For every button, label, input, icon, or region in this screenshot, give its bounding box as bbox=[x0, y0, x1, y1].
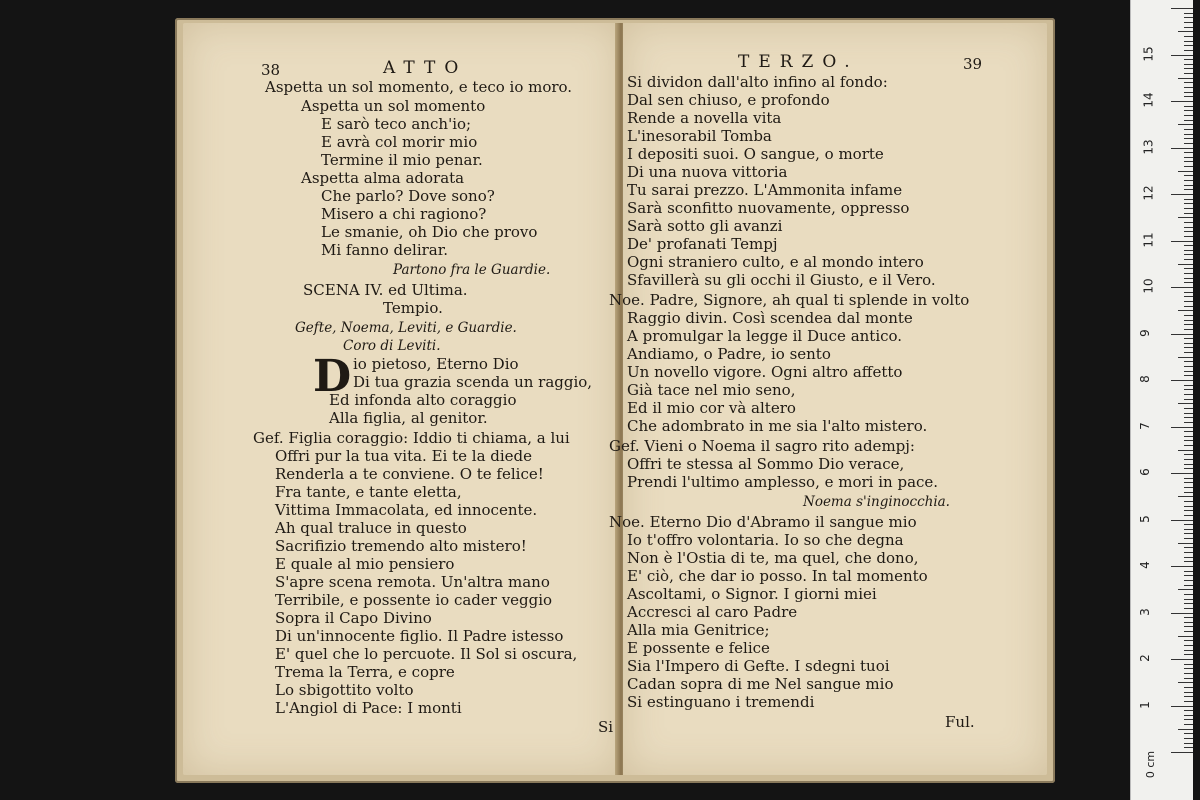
ruler-tick bbox=[1184, 231, 1193, 232]
ruler-tick bbox=[1184, 399, 1193, 400]
ruler-tick bbox=[1184, 245, 1193, 246]
ruler-tick bbox=[1184, 203, 1193, 204]
ruler-tick bbox=[1184, 743, 1193, 744]
ruler-tick bbox=[1184, 161, 1193, 162]
text-line: SCENA IV. ed Ultima. bbox=[303, 281, 468, 299]
ruler-tick bbox=[1184, 464, 1193, 465]
text-line: E' ciò, che dar io posso. In tal momento bbox=[627, 567, 928, 585]
ruler-tick bbox=[1184, 506, 1193, 507]
ruler-tick bbox=[1184, 366, 1193, 367]
text-line: A promulgar la legge il Duce antico. bbox=[627, 327, 903, 345]
ruler-tick bbox=[1184, 529, 1193, 530]
ruler-tick bbox=[1184, 338, 1193, 339]
running-head-right: TERZO. bbox=[738, 52, 859, 72]
text-line: Di un'innocente figlio. Il Padre istesso bbox=[275, 627, 564, 645]
ruler-tick bbox=[1184, 533, 1193, 534]
ruler-number: 7 bbox=[1137, 421, 1152, 430]
ruler-tick bbox=[1184, 678, 1193, 679]
ruler-tick bbox=[1184, 115, 1193, 116]
ruler-tick bbox=[1184, 375, 1193, 376]
text-line: Noe. Padre, Signore, ah qual ti splende in volto bbox=[609, 291, 970, 309]
ruler-tick bbox=[1184, 273, 1193, 274]
ruler-tick bbox=[1184, 87, 1193, 88]
ruler-tick bbox=[1184, 189, 1193, 190]
ruler-tick bbox=[1184, 68, 1193, 69]
text-line: Un novello vigore. Ogni altro affetto bbox=[627, 363, 903, 381]
ruler-tick bbox=[1184, 524, 1193, 525]
text-line: Dal sen chiuso, e profondo bbox=[627, 91, 830, 109]
ruler-tick bbox=[1184, 436, 1193, 437]
text-line: Si dividon dall'alto infino al fondo: bbox=[627, 73, 888, 91]
ruler-tick bbox=[1184, 538, 1193, 539]
ruler-tick bbox=[1184, 468, 1193, 469]
ruler-tick bbox=[1171, 148, 1193, 149]
text-line: Aspetta alma adorata bbox=[301, 169, 465, 187]
text-line: E avrà col morir mio bbox=[321, 133, 478, 151]
ruler-tick bbox=[1184, 431, 1193, 432]
ruler-tick bbox=[1184, 557, 1193, 558]
ruler-tick bbox=[1184, 96, 1193, 97]
text-line: Offri te stessa al Sommo Dio verace, bbox=[627, 455, 905, 473]
ruler-tick bbox=[1184, 515, 1193, 516]
text-line: I depositi suoi. O sangue, o morte bbox=[627, 145, 884, 163]
text-line: Lo sbigottito volto bbox=[275, 681, 414, 699]
ruler-tick bbox=[1184, 320, 1193, 321]
ruler-tick bbox=[1184, 292, 1193, 293]
ruler-tick bbox=[1184, 22, 1193, 23]
ruler-tick bbox=[1184, 324, 1193, 325]
ruler-tick bbox=[1184, 599, 1193, 600]
ruler-tick bbox=[1184, 715, 1193, 716]
text-line: Partono fra le Guardie. bbox=[393, 262, 551, 278]
catchword-left: Si bbox=[598, 718, 614, 736]
text-line: Renderla a te conviene. O te felice! bbox=[275, 465, 544, 483]
ruler-tick bbox=[1171, 287, 1193, 288]
text-line: Ed il mio cor và altero bbox=[627, 399, 796, 417]
ruler-tick bbox=[1184, 120, 1193, 121]
ruler-tick bbox=[1171, 241, 1193, 242]
ruler-tick bbox=[1178, 264, 1193, 265]
text-line: Mi fanno delirar. bbox=[321, 241, 449, 259]
text-line: Sopra il Capo Divino bbox=[275, 609, 432, 627]
text-line: Sacrifizio tremendo alto mistero! bbox=[275, 537, 527, 555]
ruler-tick bbox=[1184, 478, 1193, 479]
ruler-tick bbox=[1184, 282, 1193, 283]
ruler-number: 15 bbox=[1141, 45, 1156, 62]
text-line: Già tace nel mio seno, bbox=[627, 381, 796, 399]
text-line: Gef. Vieni o Noema il sagro rito adempj: bbox=[609, 437, 915, 455]
ruler-tick bbox=[1184, 166, 1193, 167]
text-line: Che adombrato in me sia l'alto mistero. bbox=[627, 417, 928, 435]
text-line: Tu sarai prezzo. L'Ammonita infame bbox=[627, 181, 903, 199]
ruler-tick bbox=[1184, 561, 1193, 562]
drop-cap: D bbox=[313, 351, 352, 402]
ruler-number: 8 bbox=[1137, 375, 1152, 383]
ruler-number: 2 bbox=[1137, 654, 1152, 662]
ruler-tick bbox=[1184, 73, 1193, 74]
text-line: Noema s'inginocchia. bbox=[803, 494, 950, 510]
ruler-tick bbox=[1178, 357, 1193, 358]
text-line: L'Angiol di Pace: I monti bbox=[275, 699, 462, 717]
ruler-tick bbox=[1184, 254, 1193, 255]
text-line: Vittima Immacolata, ed innocente. bbox=[275, 501, 538, 519]
ruler-tick bbox=[1171, 8, 1193, 9]
ruler-number: 12 bbox=[1141, 185, 1156, 201]
ruler-tick bbox=[1184, 347, 1193, 348]
text-line: Di una nuova vittoria bbox=[627, 163, 788, 181]
ruler-tick bbox=[1184, 482, 1193, 483]
ruler-tick bbox=[1184, 654, 1193, 655]
ruler-tick bbox=[1171, 706, 1193, 707]
text-line: E sarò teco anch'io; bbox=[321, 115, 472, 133]
ruler-number: 4 bbox=[1137, 561, 1152, 569]
ruler-tick bbox=[1184, 622, 1193, 623]
text-line: Gefte, Noema, Leviti, e Guardie. bbox=[295, 320, 517, 336]
ruler-tick bbox=[1171, 659, 1193, 660]
left-page bbox=[183, 23, 619, 775]
text-line: De' profanati Tempj bbox=[627, 235, 778, 253]
ruler-tick bbox=[1171, 566, 1193, 567]
ruler-number: 3 bbox=[1137, 607, 1152, 616]
ruler-tick bbox=[1171, 101, 1193, 102]
ruler-tick bbox=[1184, 585, 1193, 586]
ruler-tick bbox=[1184, 175, 1193, 176]
ruler-tick bbox=[1178, 217, 1193, 218]
ruler-tick bbox=[1184, 129, 1193, 130]
text-line: Misero a chi ragiono? bbox=[321, 205, 487, 223]
ruler-tick bbox=[1184, 413, 1193, 414]
ruler-tick bbox=[1184, 59, 1193, 60]
page-number-left: 38 bbox=[261, 61, 281, 79]
text-line: Sfavillerà su gli occhi il Giusto, e il Vero. bbox=[627, 271, 936, 289]
measurement-ruler bbox=[1130, 0, 1193, 800]
ruler-tick bbox=[1184, 152, 1193, 153]
ruler-tick bbox=[1178, 31, 1193, 32]
ruler-tick bbox=[1184, 106, 1193, 107]
text-line: Che parlo? Dove sono? bbox=[321, 187, 495, 205]
text-line: Ogni straniero culto, e al mondo intero bbox=[627, 253, 924, 271]
ruler-tick bbox=[1184, 747, 1193, 748]
ruler-tick bbox=[1184, 199, 1193, 200]
ruler-tick bbox=[1184, 408, 1193, 409]
text-line: Aspetta un sol momento bbox=[301, 97, 486, 115]
ruler-tick bbox=[1184, 650, 1193, 651]
ruler-tick bbox=[1184, 343, 1193, 344]
ruler-tick bbox=[1184, 180, 1193, 181]
text-line: Rende a novella vita bbox=[627, 109, 782, 127]
ruler-tick bbox=[1184, 259, 1193, 260]
text-line: Cadan sopra di me Nel sangue mio bbox=[627, 675, 894, 693]
open-book bbox=[175, 18, 1055, 783]
text-line: Noe. Eterno Dio d'Abramo il sangue mio bbox=[609, 513, 917, 531]
ruler-tick bbox=[1178, 450, 1193, 451]
ruler-tick bbox=[1184, 157, 1193, 158]
ruler-tick bbox=[1184, 296, 1193, 297]
ruler-tick bbox=[1184, 385, 1193, 386]
text-line: E quale al mio pensiero bbox=[275, 555, 455, 573]
ruler-tick bbox=[1184, 492, 1193, 493]
ruler-tick bbox=[1184, 547, 1193, 548]
ruler-tick bbox=[1171, 427, 1193, 428]
ruler-tick bbox=[1184, 36, 1193, 37]
text-line: Termine il mio penar. bbox=[321, 151, 483, 169]
ruler-unit-label: 0 cm bbox=[1144, 750, 1158, 779]
ruler-tick bbox=[1184, 501, 1193, 502]
ruler-tick bbox=[1184, 626, 1193, 627]
ruler-tick bbox=[1184, 236, 1193, 237]
ruler-tick bbox=[1184, 580, 1193, 581]
ruler-number: 13 bbox=[1141, 138, 1156, 155]
ruler-tick bbox=[1184, 13, 1193, 14]
ruler-tick bbox=[1184, 64, 1193, 65]
ruler-tick bbox=[1178, 729, 1193, 730]
ruler-tick bbox=[1184, 329, 1193, 330]
ruler-tick bbox=[1184, 571, 1193, 572]
text-line: Prendi l'ultimo amplesso, e mori in pace. bbox=[627, 473, 939, 491]
ruler-tick bbox=[1184, 82, 1193, 83]
ruler-tick bbox=[1171, 55, 1193, 56]
ruler-tick bbox=[1178, 310, 1193, 311]
ruler-tick bbox=[1184, 41, 1193, 42]
text-line: Sarà sconfitto nuovamente, oppresso bbox=[627, 199, 910, 217]
ruler-tick bbox=[1184, 371, 1193, 372]
text-line: Alla mia Genitrice; bbox=[627, 621, 770, 639]
ruler-tick bbox=[1184, 45, 1193, 46]
ruler-tick bbox=[1184, 668, 1193, 669]
ruler-tick bbox=[1184, 138, 1193, 139]
ruler-tick bbox=[1178, 78, 1193, 79]
text-line: Non è l'Ostia di te, ma quel, che dono, bbox=[627, 549, 919, 567]
text-line: Aspetta un sol momento, e teco io moro. bbox=[265, 78, 573, 96]
ruler-tick bbox=[1184, 389, 1193, 390]
running-head-left: ATTO bbox=[383, 58, 468, 78]
ruler-tick bbox=[1184, 110, 1193, 111]
text-line: Si estinguano i tremendi bbox=[627, 693, 815, 711]
ruler-tick bbox=[1184, 645, 1193, 646]
ruler-tick bbox=[1171, 613, 1193, 614]
ruler-tick bbox=[1184, 352, 1193, 353]
ruler-tick bbox=[1184, 696, 1193, 697]
ruler-tick bbox=[1184, 208, 1193, 209]
ruler-tick bbox=[1184, 301, 1193, 302]
ruler-number: 14 bbox=[1141, 92, 1156, 108]
ruler-tick bbox=[1184, 710, 1193, 711]
ruler-tick bbox=[1184, 278, 1193, 279]
ruler-tick bbox=[1178, 403, 1193, 404]
ruler-number: 6 bbox=[1137, 468, 1152, 476]
text-line: E possente e felice bbox=[627, 639, 770, 657]
ruler-tick bbox=[1184, 440, 1193, 441]
ruler-tick bbox=[1184, 664, 1193, 665]
ruler-tick bbox=[1184, 361, 1193, 362]
text-line: L'inesorabil Tomba bbox=[627, 127, 772, 145]
ruler-tick bbox=[1184, 617, 1193, 618]
ruler-tick bbox=[1184, 213, 1193, 214]
ruler-tick bbox=[1184, 594, 1193, 595]
ruler-tick bbox=[1184, 575, 1193, 576]
ruler-tick bbox=[1184, 422, 1193, 423]
ruler-tick bbox=[1178, 543, 1193, 544]
ruler-tick bbox=[1184, 603, 1193, 604]
text-line: Accresci al caro Padre bbox=[627, 603, 798, 621]
ruler-tick bbox=[1184, 92, 1193, 93]
ruler-number: 1 bbox=[1137, 700, 1152, 709]
ruler-tick bbox=[1184, 631, 1193, 632]
ruler-number: 9 bbox=[1137, 328, 1152, 337]
ruler-tick bbox=[1184, 673, 1193, 674]
ruler-tick bbox=[1178, 589, 1193, 590]
text-line: Ed infonda alto coraggio bbox=[329, 391, 517, 409]
text-line: io pietoso, Eterno Dio bbox=[353, 355, 519, 373]
ruler-tick bbox=[1171, 473, 1193, 474]
ruler-tick bbox=[1171, 520, 1193, 521]
ruler-tick bbox=[1184, 733, 1193, 734]
ruler-tick bbox=[1178, 171, 1193, 172]
ruler-tick bbox=[1171, 194, 1193, 195]
page-number-right: 39 bbox=[963, 55, 983, 73]
ruler-tick bbox=[1184, 306, 1193, 307]
ruler-tick bbox=[1184, 417, 1193, 418]
text-line: E' quel che lo percuote. Il Sol si oscura, bbox=[275, 645, 578, 663]
text-line: Gef. Figlia coraggio: Iddio ti chiama, a lui bbox=[253, 429, 570, 447]
text-line: Io t'offro volontaria. Io so che degna bbox=[627, 531, 904, 549]
text-line: Alla figlia, al genitor. bbox=[329, 409, 488, 427]
ruler-tick bbox=[1178, 682, 1193, 683]
text-line: Sia l'Impero di Gefte. I sdegni tuoi bbox=[627, 657, 890, 675]
ruler-tick bbox=[1184, 640, 1193, 641]
text-line: Di tua grazia scenda un raggio, bbox=[353, 373, 593, 391]
ruler-tick bbox=[1184, 487, 1193, 488]
ruler-tick bbox=[1171, 380, 1193, 381]
ruler-tick bbox=[1184, 227, 1193, 228]
ruler-tick bbox=[1178, 124, 1193, 125]
text-line: Terribile, e possente io cader veggio bbox=[275, 591, 553, 609]
text-line: Fra tante, e tante eletta, bbox=[275, 483, 462, 501]
ruler-tick bbox=[1184, 552, 1193, 553]
ruler-tick bbox=[1178, 636, 1193, 637]
catchword-right: Ful. bbox=[945, 713, 975, 731]
right-page bbox=[609, 23, 1047, 775]
text-line: Trema la Terra, e copre bbox=[275, 663, 455, 681]
text-line: Raggio divin. Così scendea dal monte bbox=[627, 309, 913, 327]
ruler-number: 10 bbox=[1141, 278, 1156, 294]
text-line: Le smanie, oh Dio che provo bbox=[321, 223, 538, 241]
ruler-tick bbox=[1184, 510, 1193, 511]
ruler-tick bbox=[1184, 185, 1193, 186]
ruler-tick bbox=[1171, 334, 1193, 335]
ruler-tick bbox=[1184, 27, 1193, 28]
text-line: Ascoltami, o Signor. I giorni miei bbox=[627, 585, 877, 603]
ruler-tick bbox=[1184, 701, 1193, 702]
ruler-tick bbox=[1184, 250, 1193, 251]
ruler-tick bbox=[1184, 724, 1193, 725]
ruler-tick bbox=[1184, 738, 1193, 739]
ruler-number: 5 bbox=[1137, 514, 1152, 523]
text-line: Coro di Leviti. bbox=[343, 338, 441, 354]
text-line: Ah qual traluce in questo bbox=[275, 519, 467, 537]
ruler-tick bbox=[1184, 394, 1193, 395]
text-line: Sarà sotto gli avanzi bbox=[627, 217, 783, 235]
ruler-tick bbox=[1184, 608, 1193, 609]
ruler-tick bbox=[1184, 50, 1193, 51]
ruler-tick bbox=[1184, 459, 1193, 460]
text-line: Andiamo, o Padre, io sento bbox=[627, 345, 831, 363]
text-line: Offri pur la tua vita. Ei te la diede bbox=[275, 447, 533, 465]
ruler-tick bbox=[1178, 496, 1193, 497]
ruler-tick bbox=[1184, 454, 1193, 455]
ruler-tick bbox=[1184, 719, 1193, 720]
ruler-tick bbox=[1184, 687, 1193, 688]
ruler-tick bbox=[1184, 134, 1193, 135]
ruler-tick bbox=[1184, 143, 1193, 144]
ruler-tick bbox=[1184, 222, 1193, 223]
ruler-tick bbox=[1184, 445, 1193, 446]
ruler-tick bbox=[1184, 315, 1193, 316]
ruler-tick bbox=[1184, 268, 1193, 269]
ruler-tick bbox=[1184, 692, 1193, 693]
ruler-tick bbox=[1171, 752, 1193, 753]
text-line: Tempio. bbox=[383, 299, 443, 317]
ruler-number: 11 bbox=[1141, 231, 1156, 248]
text-line: S'apre scena remota. Un'altra mano bbox=[275, 573, 550, 591]
ruler-tick bbox=[1184, 17, 1193, 18]
